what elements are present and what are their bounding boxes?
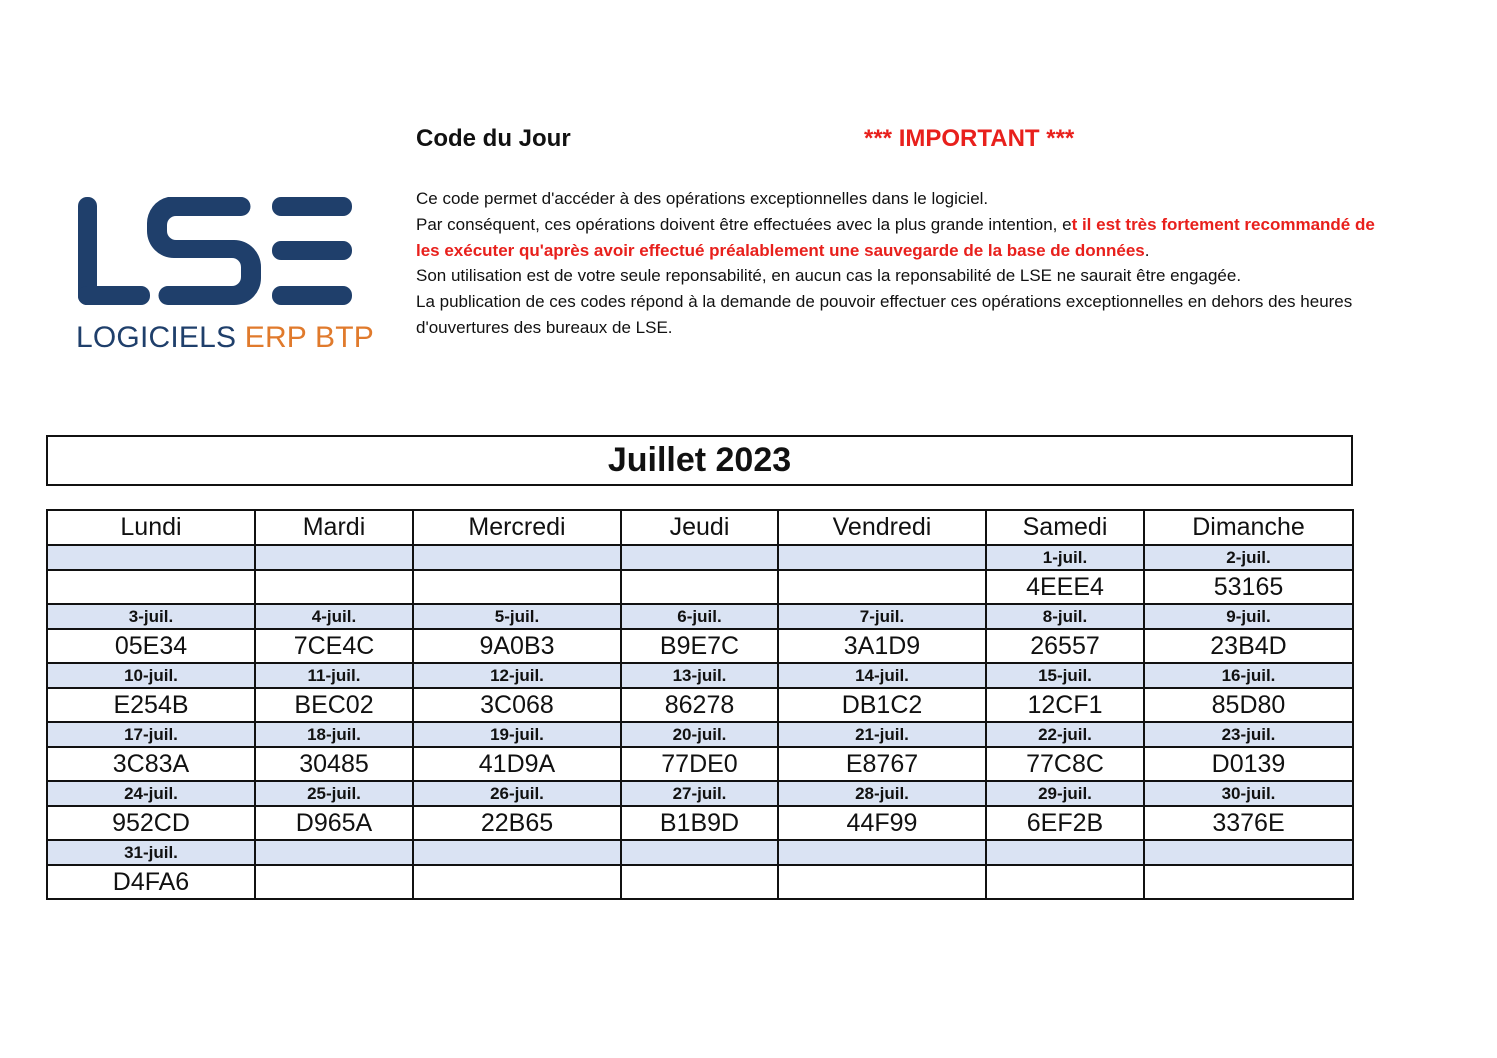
code-row [47,747,1353,781]
page-title: Code du Jour [416,125,571,152]
notice-line-4: La publication de ces codes répond à la demande de pouvoir effectuer ces opérations exceptionnelles en dehors des heures d'ouvertures des bureaux de LSE. [416,292,1353,337]
date-cell: 2-juil. [1144,545,1353,570]
notice-line-2 [416,212,1376,264]
date-cell: 24-juil. [47,781,255,806]
code-cell [255,865,413,899]
code-cell: 53165 [1144,570,1353,604]
date-cell [255,840,413,865]
notice-line-1: Ce code permet d'accéder à des opérations exceptionnelles dans le logiciel. [416,189,989,208]
date-cell: 21-juil. [778,722,986,747]
date-cell [986,840,1144,865]
code-cell: 41D9A [413,747,621,781]
date-cell: 1-juil. [986,545,1144,570]
date-cell: 14-juil. [778,663,986,688]
code-cell: E8767 [778,747,986,781]
code-cell: 85D80 [1144,688,1353,722]
date-cell: 29-juil. [986,781,1144,806]
date-cell: 26-juil. [413,781,621,806]
day-header-lundi: Lundi [47,510,255,545]
important-heading: *** IMPORTANT *** [864,125,1075,152]
date-row [47,604,1353,629]
code-cell: 26557 [986,629,1144,663]
date-cell: 11-juil. [255,663,413,688]
code-cell: DB1C2 [778,688,986,722]
code-cell: D4FA6 [47,865,255,899]
day-header-row [47,510,1353,545]
day-header-samedi: Samedi [986,510,1144,545]
day-header-vendredi: Vendredi [778,510,986,545]
date-cell [621,545,778,570]
code-row [47,865,1353,899]
code-cell [621,570,778,604]
date-cell: 7-juil. [778,604,986,629]
date-cell: 23-juil. [1144,722,1353,747]
code-cell: D0139 [1144,747,1353,781]
code-cell: 44F99 [778,806,986,840]
date-cell [413,840,621,865]
date-cell [778,840,986,865]
code-cell: 4EEE4 [986,570,1144,604]
date-cell: 4-juil. [255,604,413,629]
logo-subtitle-logiciels: LOGICIELS [76,321,245,354]
date-cell: 10-juil. [47,663,255,688]
code-cell: D965A [255,806,413,840]
code-cell: 30485 [255,747,413,781]
code-cell [986,865,1144,899]
code-cell: 3376E [1144,806,1353,840]
code-cell: 6EF2B [986,806,1144,840]
code-cell: B1B9D [621,806,778,840]
date-cell: 8-juil. [986,604,1144,629]
notice-line-2-end: . [1144,240,1150,260]
date-cell [778,545,986,570]
code-row [47,629,1353,663]
code-cell [778,570,986,604]
code-cell [413,865,621,899]
date-row [47,663,1353,688]
date-cell [1144,840,1353,865]
lse-logo [76,193,374,358]
date-cell: 18-juil. [255,722,413,747]
code-cell: 86278 [621,688,778,722]
code-cell [621,865,778,899]
code-cell: 3A1D9 [778,629,986,663]
date-cell: 28-juil. [778,781,986,806]
calendar-table [46,509,1354,900]
logo-subtitle-erp-btp: ERP BTP [244,321,374,354]
code-cell: 9A0B3 [413,629,621,663]
date-cell [413,545,621,570]
day-header-mercredi: Mercredi [413,510,621,545]
date-cell: 22-juil. [986,722,1144,747]
day-header-mardi: Mardi [255,510,413,545]
date-row [47,840,1353,865]
date-cell [621,840,778,865]
code-cell: 3C83A [47,747,255,781]
date-cell: 20-juil. [621,722,778,747]
logo-subtitle [76,321,374,355]
date-row [47,722,1353,747]
date-row [47,781,1353,806]
code-row [47,806,1353,840]
code-cell: 12CF1 [986,688,1144,722]
date-cell [255,545,413,570]
date-cell: 31-juil. [47,840,255,865]
notice-line-3: Son utilisation est de votre seule reponsabilité, en aucun cas la reponsabilité de LSE ne saurait être engagée. [416,266,1242,286]
code-cell [255,570,413,604]
notice-text [416,186,1376,341]
notice-line-2-warning: t il est très fortement recommandé de les exécuter qu'après avoir effectué préalablement une sauvegarde de la base de données [416,214,1375,260]
code-cell: B9E7C [621,629,778,663]
date-cell [47,545,255,570]
code-cell: 3C068 [413,688,621,722]
date-cell: 19-juil. [413,722,621,747]
date-cell: 12-juil. [413,663,621,688]
date-cell: 25-juil. [255,781,413,806]
day-header-jeudi: Jeudi [621,510,778,545]
notice-line-2-normal: Par conséquent, ces opérations doivent être effectuées avec la plus grande intention, e [416,214,1072,234]
code-cell: 23B4D [1144,629,1353,663]
code-cell: 77C8C [986,747,1144,781]
code-cell: 7CE4C [255,629,413,663]
code-cell: BEC02 [255,688,413,722]
date-cell: 30-juil. [1144,781,1353,806]
lse-logo-letters [76,193,356,308]
date-cell: 17-juil. [47,722,255,747]
date-cell: 5-juil. [413,604,621,629]
code-cell [47,570,255,604]
code-cell: 22B65 [413,806,621,840]
month-title: Juillet 2023 [46,435,1353,486]
date-cell: 15-juil. [986,663,1144,688]
date-cell: 27-juil. [621,781,778,806]
code-cell [413,570,621,604]
code-cell: E254B [47,688,255,722]
code-cell [1144,865,1353,899]
date-cell: 13-juil. [621,663,778,688]
date-cell: 3-juil. [47,604,255,629]
date-cell: 16-juil. [1144,663,1353,688]
date-cell: 9-juil. [1144,604,1353,629]
code-cell: 05E34 [47,629,255,663]
code-row [47,570,1353,604]
day-header-dimanche: Dimanche [1144,510,1353,545]
date-cell: 6-juil. [621,604,778,629]
code-cell: 77DE0 [621,747,778,781]
date-row [47,545,1353,570]
code-row [47,688,1353,722]
code-cell: 952CD [47,806,255,840]
code-cell [778,865,986,899]
